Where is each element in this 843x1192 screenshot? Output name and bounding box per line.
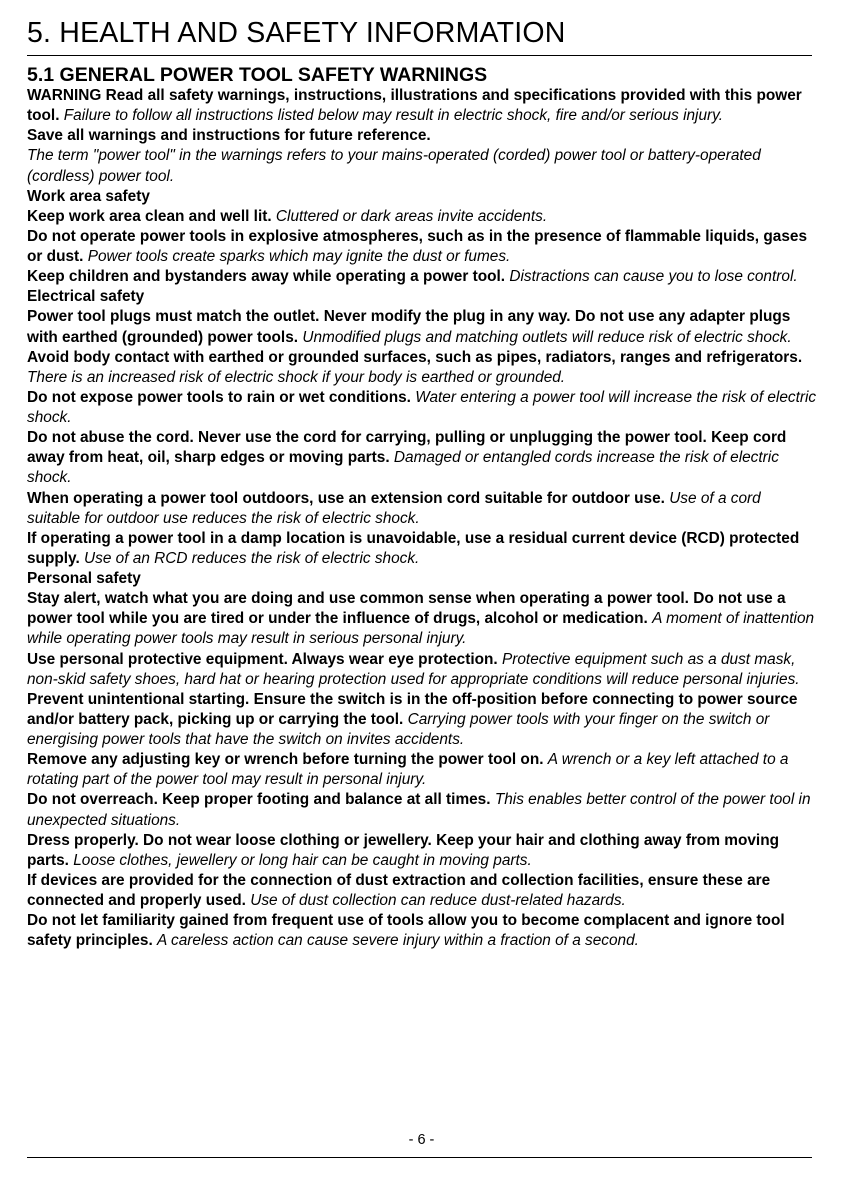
warning-instruction: When operating a power tool outdoors, use an extension cord suitable for outdoor use. [27,489,665,507]
warning-explanation: Protective equipment such as a dust mask, non-skid safety shoes, hard hat or hearing protection used for appropriate conditions will reduce personal injuries. [27,650,800,688]
title-divider [27,55,812,56]
warning-paragraph [27,146,817,186]
warning-instruction: If devices are provided for the connection of dust extraction and collection facilities, ensure these are connected and properly used. [27,871,771,909]
warning-explanation: The term "power tool" in the warnings refers to your mains-operated (corded) power tool or battery-operated (cordless) power tool. [27,147,761,185]
section-heading: 5.1 GENERAL POWER TOOL SAFETY WARNINGS [27,64,488,86]
warning-paragraph [27,650,817,690]
warning-explanation: Failure to follow all instructions listed below may result in electric shock, fire and/or serious injury. [63,107,723,125]
warning-explanation: This enables better control of the power tool in unexpected situations. [27,791,811,829]
warning-explanation: Power tools create sparks which may ignite the dust or fumes. [87,248,511,265]
warning-explanation: A careless action can cause severe injury within a fraction of a second. [157,932,639,950]
warning-instruction: Prevent unintentional starting. Ensure the switch is in the off-position before connecting to power source and/or battery pack, picking up or carrying the tool. [27,690,798,728]
warning-instruction: WARNING Read all safety warnings, instructions, illustrations and specifications provided with this power tool. [27,87,802,125]
warning-paragraph [27,428,817,488]
warning-paragraph [27,589,817,649]
warning-explanation: Water entering a power tool will increase the risk of electric shock. [27,388,817,426]
warning-paragraph [27,388,817,428]
warning-explanation: Carrying power tools with your finger on the switch or energising power tools that have the switch on invites accidents. [27,710,770,748]
warning-paragraph [27,750,817,790]
warning-paragraph [27,287,817,307]
warning-paragraph [27,831,817,871]
warning-paragraph [27,126,817,146]
warning-explanation: A wrench or a key left attached to a rotating part of the power tool may result in personal injury. [27,751,789,789]
warning-explanation: Distractions can cause you to lose control. [509,268,798,286]
warning-instruction: Do not let familiarity gained from frequent use of tools allow you to become complacent and ignore tool safety principles. [27,912,785,950]
warning-instruction: Do not abuse the cord. Never use the cord for carrying, pulling or unplugging the power tool. Keep cord away from heat, oil, sharp edges or moving parts. [27,429,787,467]
warning-paragraph [27,790,817,830]
warning-instruction: Do not expose power tools to rain or wet conditions. [27,388,411,406]
warning-paragraph [27,489,817,529]
warning-paragraph [27,227,817,267]
warning-paragraph [27,911,817,951]
warning-explanation: A moment of inattention while operating power tools may result in serious personal injury. [27,610,815,648]
page-number: - 6 - [408,1132,435,1148]
warning-explanation: Loose clothes, jewellery or long hair can be caught in moving parts. [73,851,532,869]
warning-explanation: Cluttered or dark areas invite accidents. [275,207,548,225]
warning-instruction: Avoid body contact with earthed or grounded surfaces, such as pipes, radiators, ranges and refrigerators. [27,348,803,366]
warning-instruction: Do not operate power tools in explosive atmospheres, such as in the presence of flammable liquids, gases or dust. [27,227,808,265]
footer-divider [27,1157,812,1158]
warning-explanation: Damaged or entangled cords increase the risk of electric shock. [27,449,779,487]
warning-paragraph [27,187,817,207]
warning-instruction: Do not overreach. Keep proper footing and balance at all times. [27,791,491,809]
warning-instruction: Use personal protective equipment. Always wear eye protection. [27,650,498,668]
warning-paragraph [27,871,817,911]
warning-instruction: Stay alert, watch what you are doing and use common sense when operating a power tool. Do not use a power tool while you are tired or under the influence of drugs, alcohol or medication. [27,590,786,628]
warning-instruction: Work area safety [27,187,150,205]
warning-explanation: Use of a cord suitable for outdoor use reduces the risk of electric shock. [27,489,761,527]
warning-paragraph [27,348,817,388]
warning-instruction: Keep work area clean and well lit. [27,207,272,225]
warning-paragraph [27,207,817,227]
warning-instruction: Dress properly. Do not wear loose clothing or jewellery. Keep your hair and clothing away from moving parts. [27,831,780,869]
warning-explanation: Use of dust collection can reduce dust-related hazards. [250,892,626,909]
warning-paragraph [27,267,817,287]
warning-instruction: Save all warnings and instructions for future reference. [27,127,431,145]
warnings-body [27,86,817,951]
warning-instruction: Keep children and bystanders away while operating a power tool. [27,268,506,286]
warning-explanation: There is an increased risk of electric shock if your body is earthed or grounded. [27,368,566,386]
warning-instruction: Electrical safety [27,288,145,306]
warning-paragraph [27,569,817,589]
warning-paragraph [27,529,817,569]
warning-instruction: Power tool plugs must match the outlet. Never modify the plug in any way. Do not use any adapter plugs with earthed (grounded) power tools. [27,308,791,346]
warning-paragraph [27,690,817,750]
warning-explanation: Unmodified plugs and matching outlets will reduce risk of electric shock. [302,328,792,346]
warning-explanation: Use of an RCD reduces the risk of electric shock. [84,549,420,567]
warning-instruction: Remove any adjusting key or wrench before turning the power tool on. [27,751,544,769]
warning-paragraph [27,307,817,347]
warning-instruction: If operating a power tool in a damp location is unavoidable, use a residual current device (RCD) protected supply. [27,529,800,567]
page-title: 5. HEALTH AND SAFETY INFORMATION [27,17,566,49]
warning-instruction: Personal safety [27,570,141,587]
warning-paragraph [27,86,817,126]
